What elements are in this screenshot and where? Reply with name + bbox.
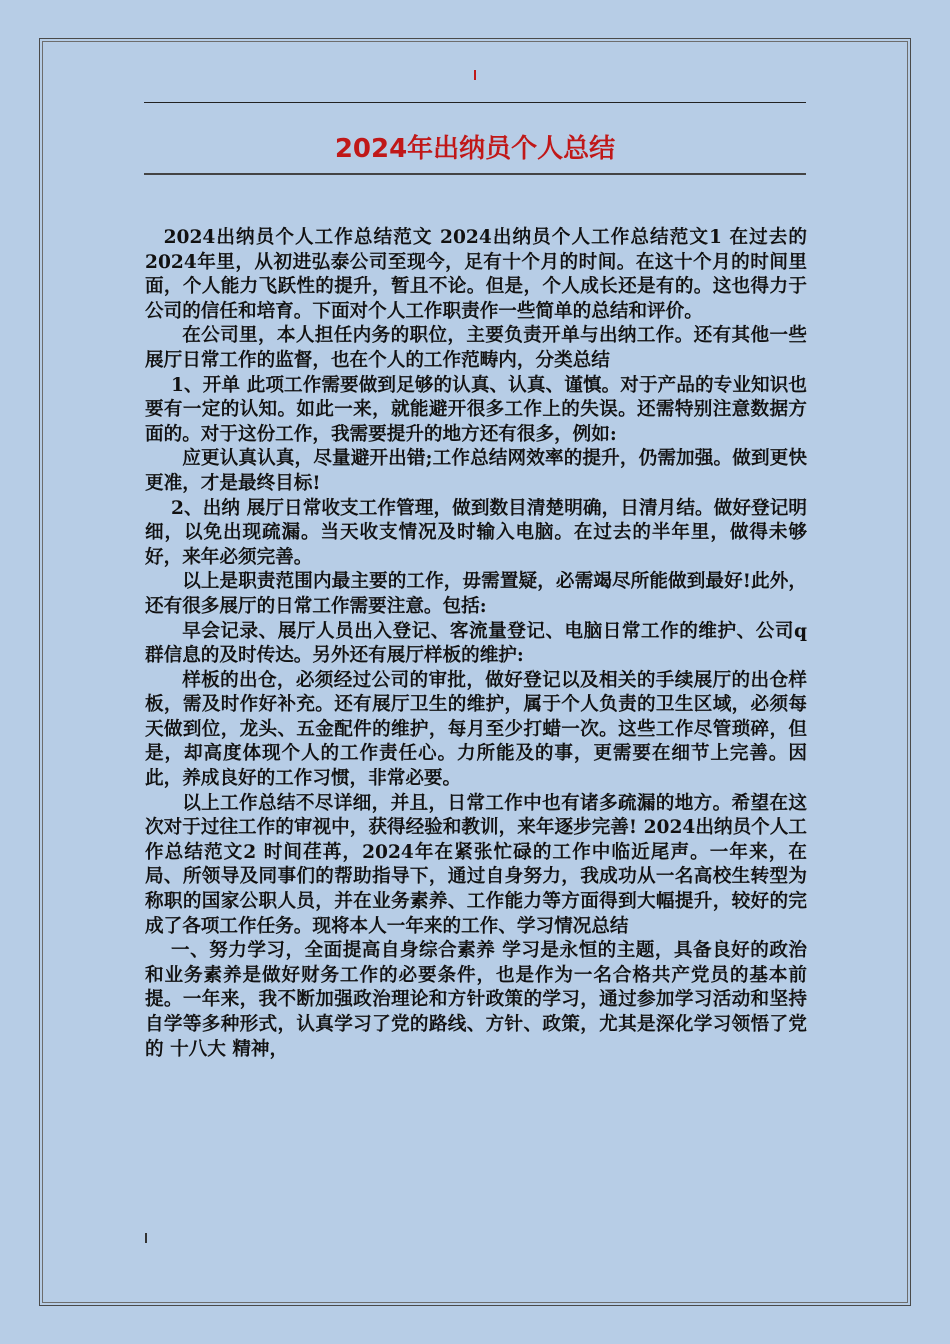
- paragraph: 以上是职责范围内最主要的工作，毋需置疑，必需竭尽所能做到最好!此外，还有很多展厅的日常工作需要注意。包括:: [145, 571, 807, 617]
- paragraph: 在公司里，本人担任内务的职位，主要负责开单与出纳工作。还有其他一些展厅日常工作的监督，也在个人的工作范畴内，分类总结: [145, 325, 807, 371]
- header-rule: [144, 102, 806, 103]
- document-body: [145, 226, 807, 1062]
- footer-mark: [145, 1233, 147, 1243]
- paragraph: 2024出纳员个人工作总结范文 2024出纳员个人工作总结范文1 在过去的2024年里，从初进弘泰公司至现今，足有十个月的时间。在这十个月的时间里面，个人能力飞跃性的提升，暂且不论。但是，个人成长还是有的。这也得力于公司的信任和培育。下面对个人工作职责作一些简单的总结和评价。: [145, 227, 807, 322]
- paragraph: 2、出纳 展厅日常收支工作管理，做到数目清楚明确，日清月结。做好登记明细，以免出现疏漏。当天收支情况及时输入电脑。在过去的半年里，做得未够好，来年必须完善。: [145, 497, 807, 568]
- paragraph: 一、努力学习，全面提高自身综合素养 学习是永恒的主题，具备良好的政治和业务素养是做好财务工作的必要条件，也是作为一名合格共产党员的基本前提。一年来，我不断加强政治理论和方针政策的学习，通过参加学习活动和坚持自学等多种形式，认真学习了党的路线、方针、政策，尤其是深化学习领悟了党的 十八大 精神，: [145, 940, 807, 1060]
- paragraph: 1、开单 此项工作需要做到足够的认真、认真、谨慎。对于产品的专业知识也要有一定的认知。如此一来，就能避开很多工作上的失误。还需特别注意数据方面的。对于这份工作，我需要提升的地方还有很多，例如:: [145, 374, 807, 445]
- document-title: 2024年出纳员个人总结: [334, 134, 616, 164]
- title-rule: [144, 173, 806, 175]
- paragraph: 应更认真认真，尽量避开出错;工作总结网效率的提升，仍需加强。做到更快更准，才是最终目标!: [145, 448, 807, 494]
- header-mark: [474, 70, 476, 80]
- paragraph: 早会记录、展厅人员出入登记、客流量登记、电脑日常工作的维护、公司q群信息的及时传达。另外还有展厅样板的维护:: [145, 620, 807, 667]
- paragraph: 样板的出仓，必须经过公司的审批，做好登记以及相关的手续展厅的出仓样板，需及时作好补充。还有展厅卫生的维护，属于个人负责的卫生区域，必须每天做到位，龙头、五金配件的维护，每月至少打蜡一次。这些工作尽管琐碎，但是，却高度体现个人的工作责任心。力所能及的事，更需要在细节上完善。因此，养成良好的工作习惯，非常必要。: [145, 669, 807, 790]
- paragraph: 以上工作总结不尽详细，并且，日常工作中也有诸多疏漏的地方。希望在这次对于过往工作的审视中，获得经验和教训，来年逐步完善! 2024出纳员个人工作总结范文2 时间荏苒，2024年在紧张忙碌的工作中临近尾声。一年来，在局、所领导及同事们的帮助指导下，通过自身努力，我成功从一名高校生转型为称职的国家公职人员，并在业务素养、工作能力等方面得到大幅提升，较好的完成了各项工作任务。现将本人一年来的工作、学习情况总结: [145, 792, 807, 937]
